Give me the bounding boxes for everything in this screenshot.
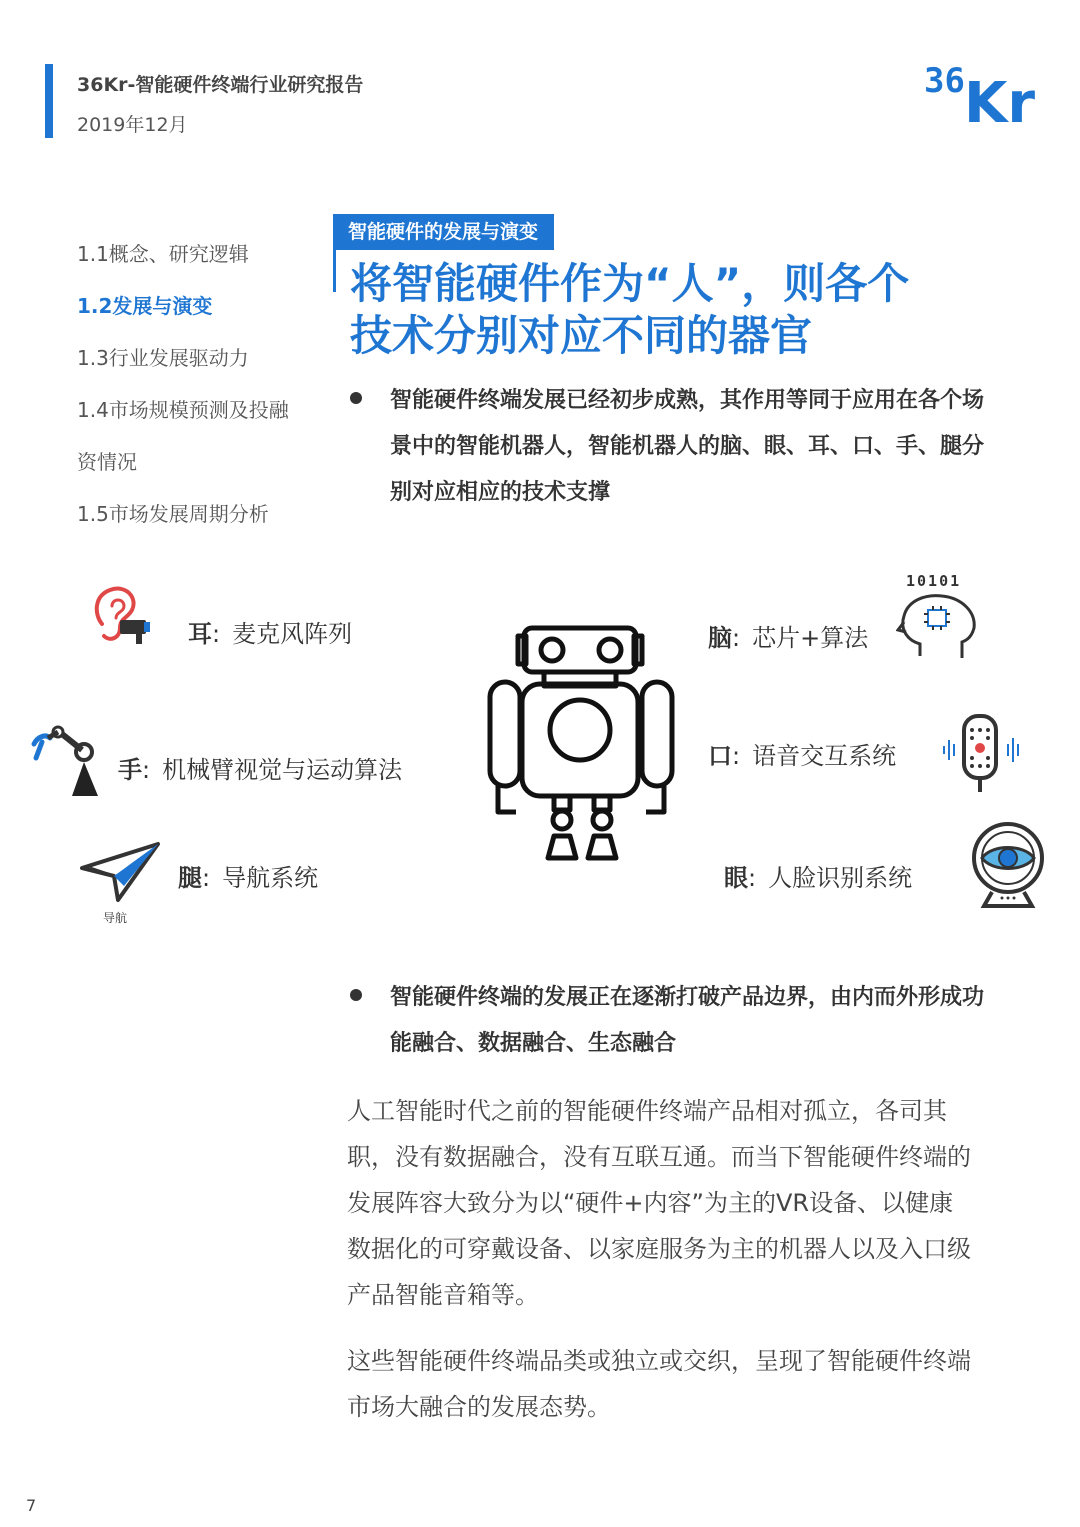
bullet-text: 智能硬件终端的发展正在逐渐打破产品边界，由内而外形成功能融合、数据融合、生态融合: [390, 985, 985, 1056]
organ-ear-tech: 麦克风阵列: [232, 620, 353, 648]
report-title: 36Kr-智能硬件终端行业研究报告: [77, 74, 364, 96]
organ-eye: [724, 858, 912, 893]
navigation-icon: [80, 842, 162, 904]
headline-line-2: 技术分别对应不同的器官: [350, 311, 813, 360]
organ-hand-name: 手: [118, 756, 142, 784]
bullet-boundary: [350, 975, 990, 1067]
organ-hand: [118, 750, 402, 785]
organ-hand-tech: 机械臂视觉与运动算法: [162, 756, 403, 784]
organ-eye-tech: 人脸识别系统: [768, 864, 913, 892]
organ-eye-colon: :: [748, 864, 757, 892]
bullet-dot: [350, 392, 362, 404]
bullet-maturity: [350, 378, 990, 516]
organ-mouth-tech: 语音交互系统: [752, 742, 897, 770]
ear-icon: [90, 584, 156, 646]
organ-mouth-name: 口: [708, 742, 732, 770]
section-tag: 智能硬件的发展与演变: [336, 214, 554, 250]
navigation-icon-caption: 导航: [103, 911, 128, 925]
bullet-text: 智能硬件终端发展已经初步成熟，其作用等同于应用在各个场景中的智能机器人，智能机器人的脑、眼、耳、口、手、腿分别对应相应的技术支撑: [390, 388, 985, 505]
36kr-logo: [920, 56, 1045, 130]
organ-leg: [178, 858, 318, 893]
organ-ear-colon: :: [212, 620, 221, 648]
organ-brain-colon: :: [732, 624, 741, 652]
report-date: 2019年12月: [77, 114, 188, 136]
organ-ear: [188, 614, 352, 649]
svg-text:Kr: Kr: [964, 71, 1036, 130]
table-of-contents: [77, 228, 327, 540]
organ-eye-name: 眼: [724, 864, 748, 892]
toc-item-drivers[interactable]: 1.3行业发展驱动力: [77, 346, 249, 370]
organ-brain-tech: 芯片+算法: [752, 624, 869, 652]
organ-leg-tech: 导航系统: [222, 864, 319, 892]
section-headline: [350, 258, 1000, 362]
toc-item-market-size-cont[interactable]: 资情况: [77, 450, 137, 474]
headline-line-1: 将智能硬件作为“人”，则各个: [350, 259, 910, 308]
organ-mouth: [708, 736, 896, 771]
organ-brain-name: 脑: [708, 624, 732, 652]
header-accent-bar: [45, 64, 53, 138]
organ-mouth-colon: :: [732, 742, 741, 770]
microphone-icon: [940, 712, 1024, 796]
page-number: 7: [26, 1496, 37, 1515]
robot-arm-icon: [28, 722, 102, 798]
bullet-dot: [350, 989, 362, 1001]
toc-item-cycle[interactable]: 1.5市场发展周期分析: [77, 502, 269, 526]
organ-ear-name: 耳: [188, 620, 212, 648]
camera-eye-icon: [962, 820, 1054, 912]
organ-leg-name: 腿: [178, 864, 202, 892]
toc-item-development[interactable]: 1.2发展与演变: [77, 294, 213, 318]
organ-leg-colon: :: [202, 864, 211, 892]
organ-brain: [708, 618, 868, 653]
brain-chip-icon: [896, 592, 978, 660]
robot-illustration: [484, 622, 679, 867]
logo-text: 36: [924, 61, 965, 101]
brain-binary-caption: 10101: [906, 572, 962, 590]
organ-hand-colon: :: [142, 756, 151, 784]
toc-item-concept[interactable]: 1.1概念、研究逻辑: [77, 242, 249, 266]
paragraph-before-ai: 人工智能时代之前的智能硬件终端产品相对孤立，各司其职，没有数据融合，没有互联互通。而当下智能硬件终端的发展阵容大致分为以“硬件+内容”为主的VR设备、以健康数据化的可穿戴设备、以家庭服务为主的机器人以及入口级产品智能音箱等。: [347, 1097, 971, 1309]
paragraph-convergence: 这些智能硬件终端品类或独立或交织，呈现了智能硬件终端市场大融合的发展态势。: [347, 1347, 971, 1421]
toc-item-market-size[interactable]: 1.4市场规模预测及投融: [77, 398, 289, 422]
